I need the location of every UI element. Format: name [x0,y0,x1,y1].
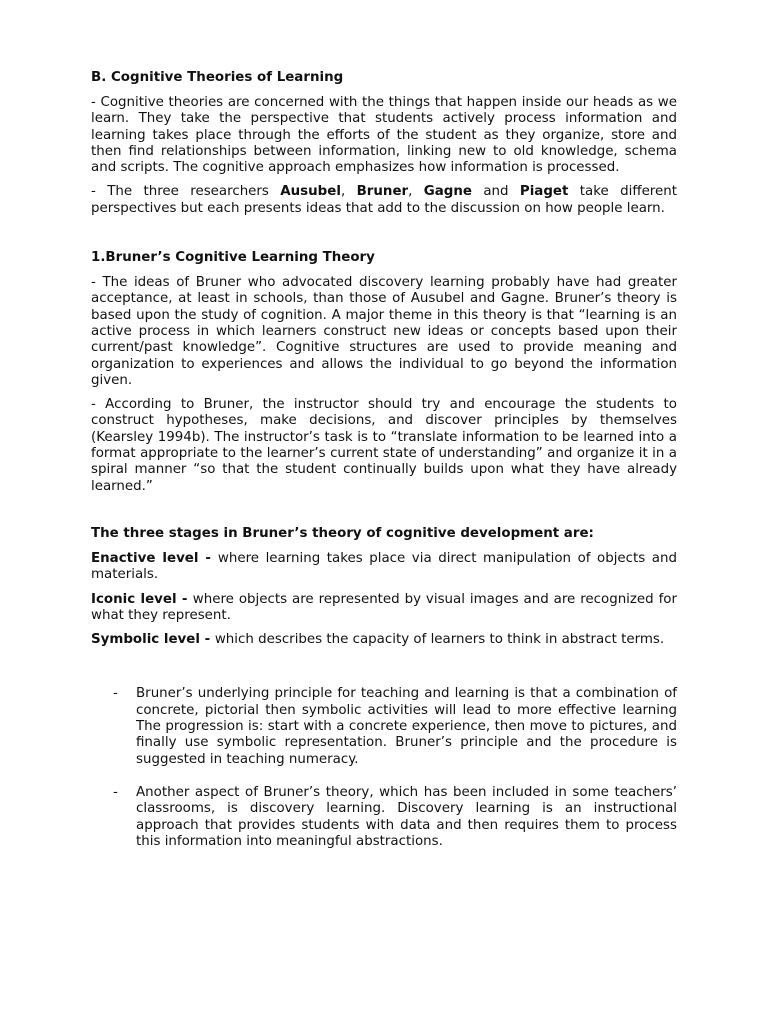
stage-label: Enactive level - [91,550,218,566]
bruner-principles-list [91,686,677,850]
stages-heading: The three stages in Bruner’s theory of cognitive development are: [91,525,594,541]
stage-symbolic [91,632,677,648]
and-separator: and [471,184,520,200]
researcher-ausubel: Ausubel [280,184,341,200]
researcher-bruner: Bruner [356,184,409,200]
cognitive-theories-paragraph: - Cognitive theories are concerned with the things that happen inside our heads as we learn. They take the perspective that students actively process information and learning takes place through the efforts of the student as they organize, store and then find relationships between information, linking new to old knowledge, schema and scripts. The cognitive approach emphasizes how information is processed. [91,95,677,176]
stages-list [91,551,677,648]
stage-iconic [91,592,677,625]
bruner-ideas-paragraph: - The ideas of Bruner who advocated discovery learning probably have had greater acceptance, at least in schools, than those of Ausubel and Gagne. Bruner’s theory is based upon the study of cognition. A major theme in this theory is that “learning is an active process in which learners construct new ideas or concepts based upon their current/past knowledge”. Cognitive structures are used to provide meaning and organization to experiences and allows the individual to go beyond the information given. [91,275,677,388]
researchers-intro-text: - The three researchers [91,184,281,200]
stage-description: where objects are represented by visual images and are recognized for what they represent. [91,591,678,623]
bruner-instructor-paragraph: - According to Bruner, the instructor should try and encourage the students to construct hypotheses, make decisions, and discover principles by themselves (Kearsley 1994b). The instructor’s task is to “translate information to be learned into a format appropriate to the learner’s current state of understanding” and organize it in a spiral manner “so that the student continually builds upon what they have already learned.” [91,397,677,494]
researchers-paragraph [91,184,677,217]
list-item-text: Bruner’s underlying principle for teaching and learning is that a combination of concrete, pictorial then symbolic activities will lead to more effective learning The progression is: start with a concrete experience, then move to pictures, and finally use symbolic representation. Bruner’s principle and the procedure is suggested in teaching numeracy. [136,686,677,767]
document-page [91,69,677,867]
stage-description: where learning takes place via direct manipulation of objects and materials. [91,550,677,583]
list-item-text: Another aspect of Bruner’s theory, which has been included in some teachers’ classrooms, is discovery learning. Discovery learning is an instructional approach that provides students with data and then requires them to process this information into meaningful abstractions. [136,784,677,849]
researcher-gagne: Gagne [423,184,472,200]
stage-label: Iconic level - [91,591,193,607]
section-title: B. Cognitive Theories of Learning [91,70,344,85]
list-item [91,785,677,850]
dash-bullet: - [113,784,118,800]
dash-bullet: - [113,686,118,702]
comma-separator: , [408,184,424,200]
stage-description: which describes the capacity of learners to think in abstract terms. [214,632,665,648]
comma-separator: , [340,184,357,200]
list-item [91,686,677,767]
stage-enactive [91,551,677,584]
stage-label: Symbolic level - [91,632,215,648]
researcher-piaget: Piaget [519,184,569,200]
bruner-theory-heading: 1.Bruner’s Cognitive Learning Theory [91,250,375,266]
researchers-closing-text: take different perspectives but each presents ideas that add to the discussion on how people learn. [91,184,677,216]
